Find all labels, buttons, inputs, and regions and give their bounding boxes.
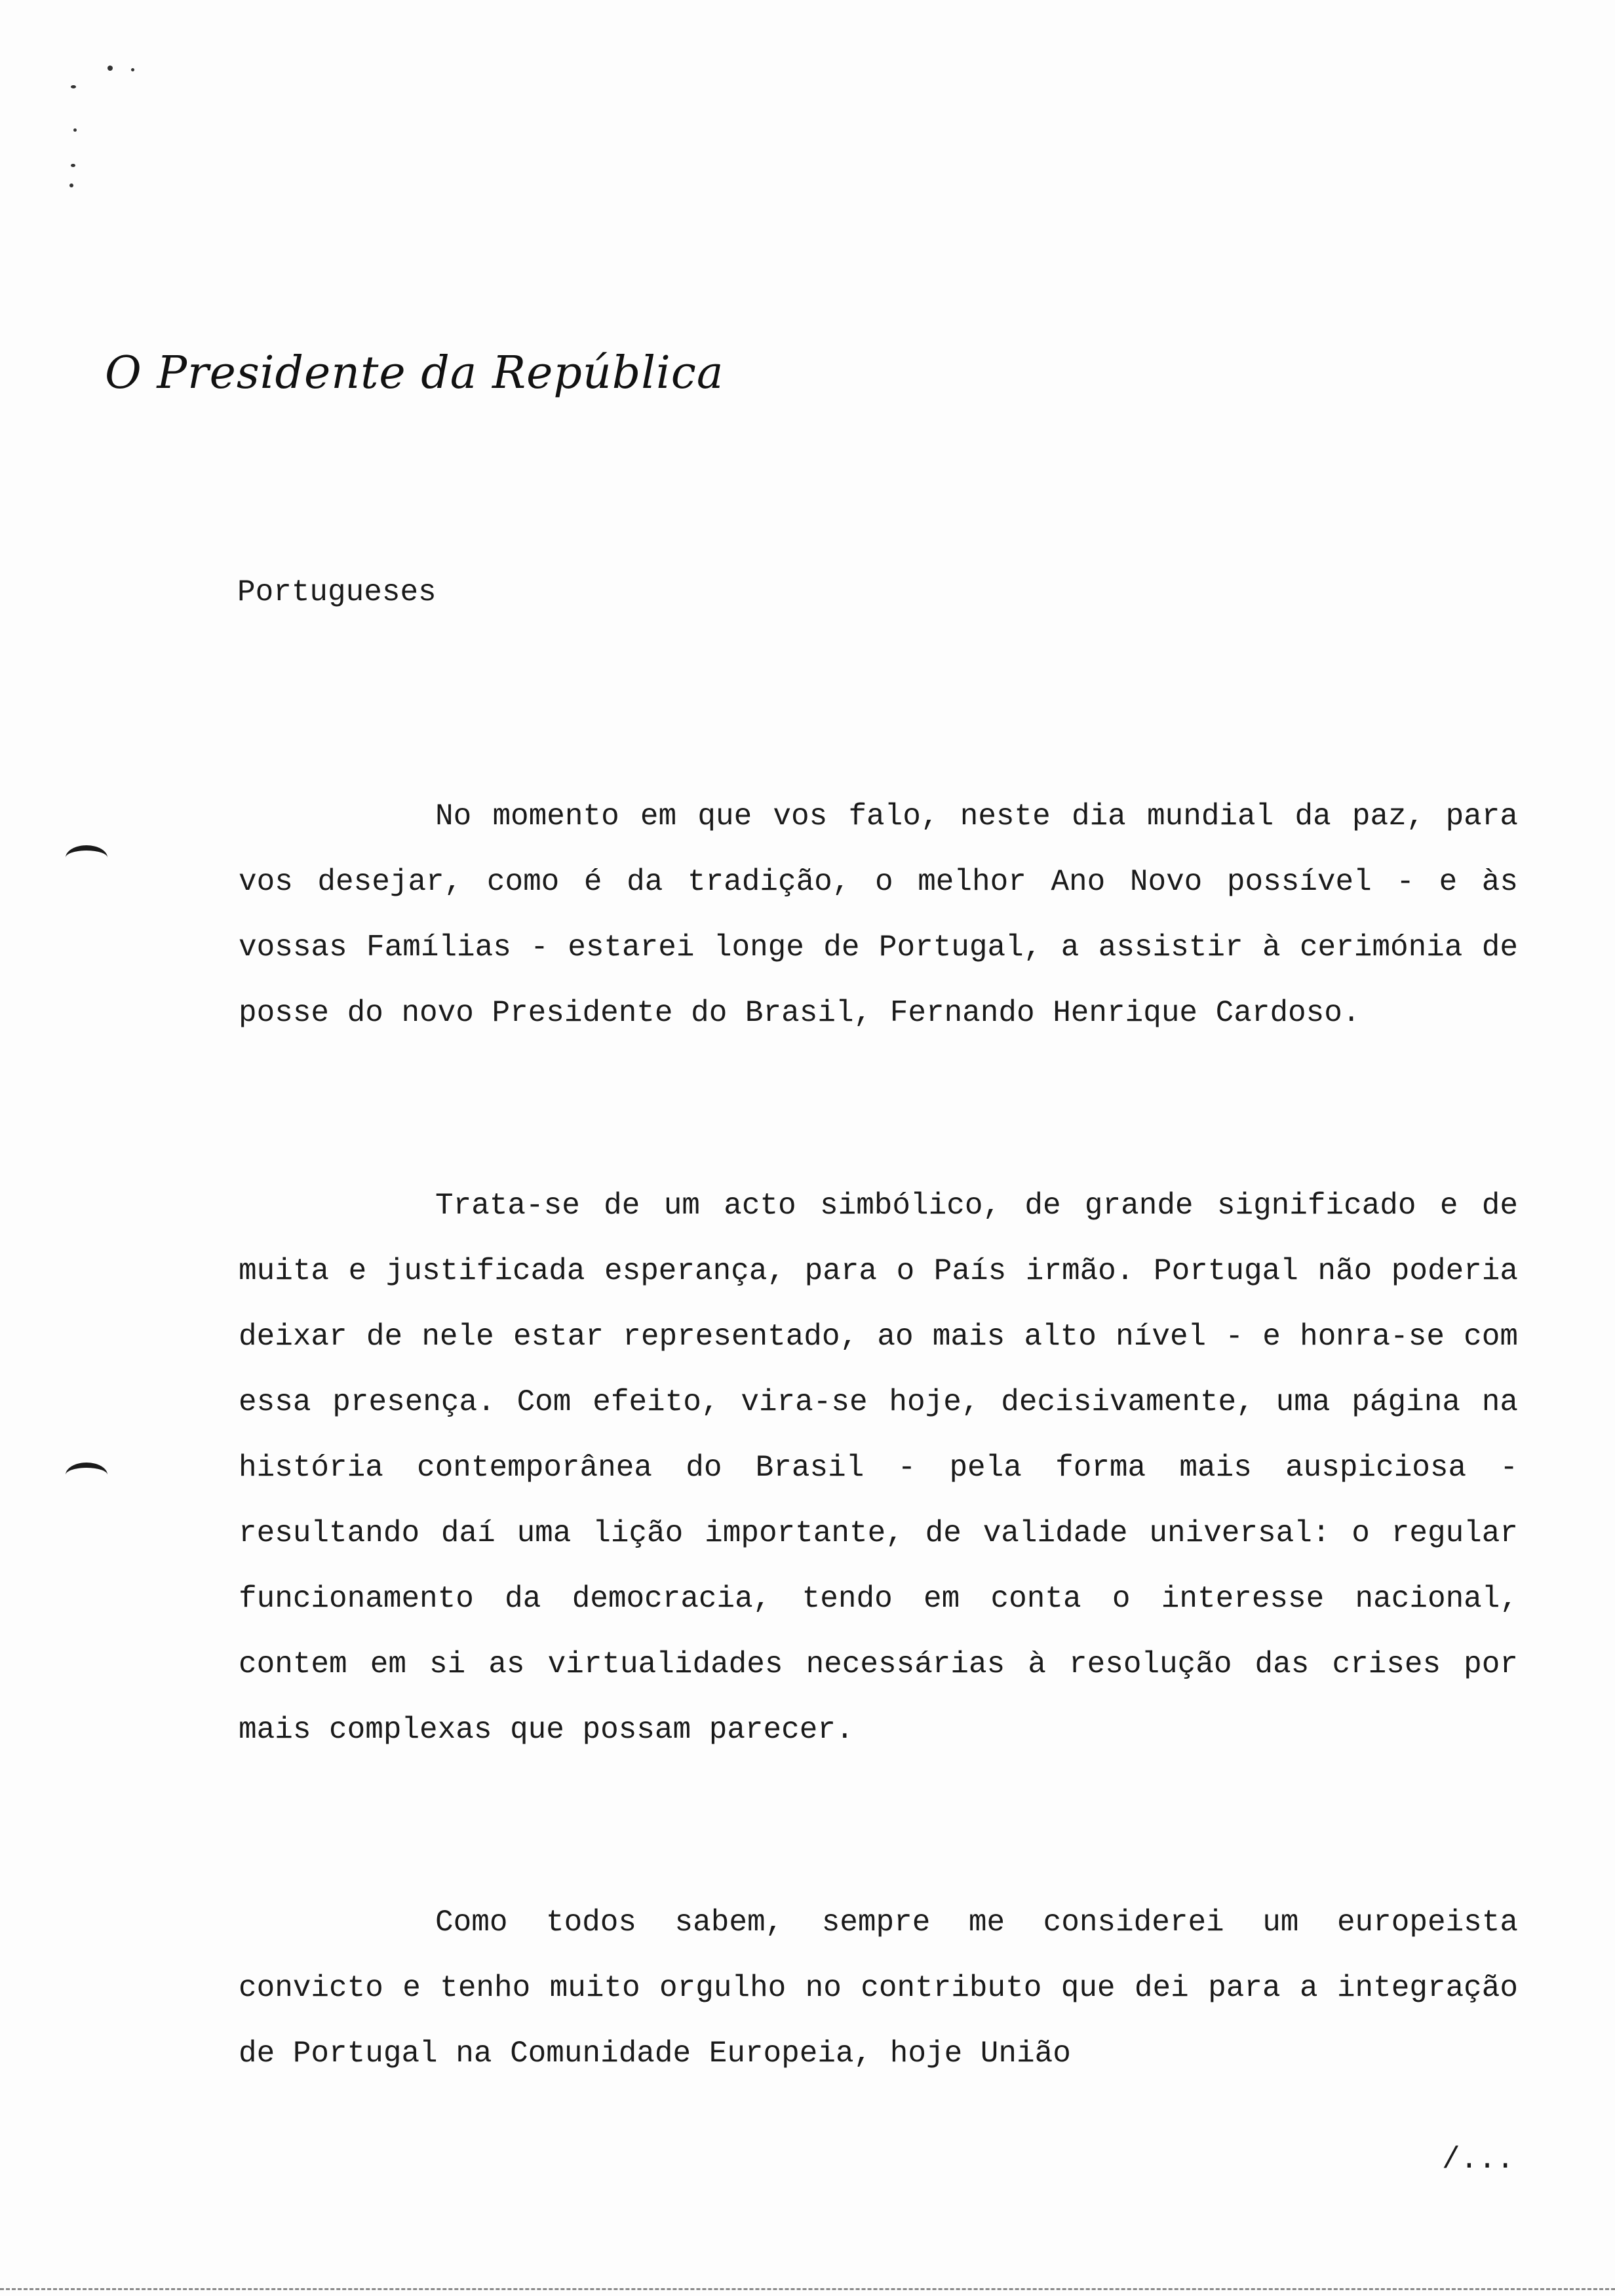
salutation: Portugueses <box>237 575 437 609</box>
scan-speck <box>71 85 76 88</box>
continuation-mark: /... <box>1442 2143 1515 2177</box>
punch-hole-mark <box>66 845 107 870</box>
scan-speck <box>69 183 73 187</box>
letterhead-title: O Presidente da República <box>105 347 724 399</box>
scan-speck <box>107 66 113 71</box>
paragraph: Trata-se de um acto simbólico, de grande significado e de muita e justificada esperança, para o País irmão. Portugal não poderia deixar de nele estar representado, ao mais alto nível - e honra-se com essa presença. Com efeito, vira-se hoje, decisivamente, uma página na história contemporânea do Brasil - pela forma mais auspiciosa - resultando daí uma lição importante, de validade universal: o regular funcionamento da democracia, tendo em conta o interesse nacional, contem em si as virtualidades necessárias à resolução das crises por mais complexas que possam parecer. <box>239 1189 1518 1747</box>
punch-hole-mark <box>66 1463 107 1487</box>
scan-speck <box>131 68 134 71</box>
paragraph: No momento em que vos falo, neste dia mundial da paz, para vos desejar, como é da tradição, o melhor Ano Novo possível - e às vossas Famílias - estarei longe de Portugal, a assistir à cerimónia de posse do novo Presidente do Brasil, Fernando Henrique Cardoso. <box>239 799 1518 1030</box>
scan-speck <box>73 128 77 132</box>
paragraph: Como todos sabem, sempre me considerei um europeista convicto e tenho muito orgulho no contributo que dei para a integração de Portugal na Comunidade Europeia, hoje União <box>239 1905 1518 2071</box>
scan-speck <box>71 164 75 167</box>
page-edge <box>0 2288 1615 2290</box>
